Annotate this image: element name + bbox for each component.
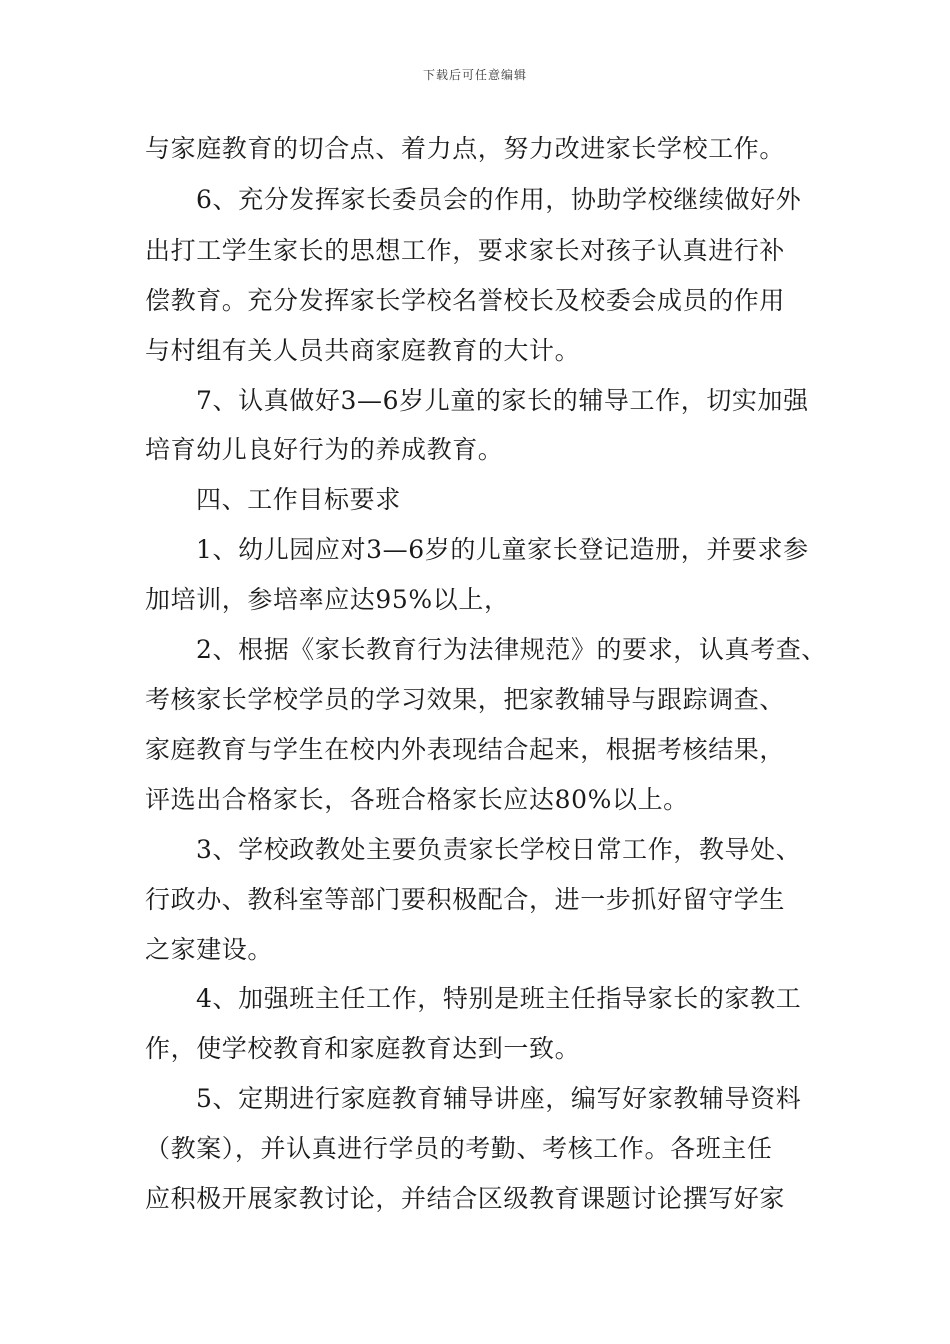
text-line: 5、定期进行家庭教育辅导讲座，编写好家教辅导资料 <box>196 1084 802 1113</box>
text-line: 培育幼儿良好行为的养成教育。 <box>145 435 504 464</box>
text-line: 家庭教育与学生在校内外表现结合起来，根据考核结果， <box>145 735 786 764</box>
text-line: 6、充分发挥家长委员会的作用，协助学校继续做好外 <box>196 185 802 214</box>
text-line: 偿教育。充分发挥家长学校名誉校长及校委会成员的作用 <box>145 286 786 315</box>
text-line: 出打工学生家长的思想工作，要求家长对孩子认真进行补 <box>145 236 786 265</box>
text-line: 与村组有关人员共商家庭教育的大计。 <box>145 336 581 365</box>
text-line: 2、根据《家长教育行为法律规范》的要求，认真考查、 <box>196 635 827 664</box>
text-line: 之家建设。 <box>145 935 274 964</box>
text-line: 行政办、教科室等部门要积极配合，进一步抓好留守学生 <box>145 885 786 914</box>
section-heading: 四、工作目标要求 <box>196 485 401 514</box>
text-line: 应积极开展家教讨论，并结合区级教育课题讨论撰写好家 <box>145 1184 786 1213</box>
text-line: 3、学校政教处主要负责家长学校日常工作，教导处、 <box>196 835 802 864</box>
text-line: 7、认真做好3—6岁儿童的家长的辅导工作，切实加强 <box>196 386 809 415</box>
page-header-note: 下载后可任意编辑 <box>422 68 527 82</box>
text-line: 4、加强班主任工作，特别是班主任指导家长的家教工 <box>196 984 802 1013</box>
text-line: （教案），并认真进行学员的考勤、考核工作。各班主任 <box>145 1134 773 1163</box>
text-line: 考核家长学校学员的学习效果，把家教辅导与跟踪调查、 <box>145 685 786 714</box>
text-line: 评选出合格家长，各班合格家长应达80%以上。 <box>145 785 689 814</box>
text-line: 与家庭教育的切合点、着力点，努力改进家长学校工作。 <box>145 134 786 163</box>
text-line: 1、幼儿园应对3—6岁的儿童家长登记造册，并要求参 <box>196 535 809 564</box>
text-line: 加培训，参培率应达95%以上， <box>145 585 510 614</box>
text-line: 作，使学校教育和家庭教育达到一致。 <box>145 1034 581 1063</box>
